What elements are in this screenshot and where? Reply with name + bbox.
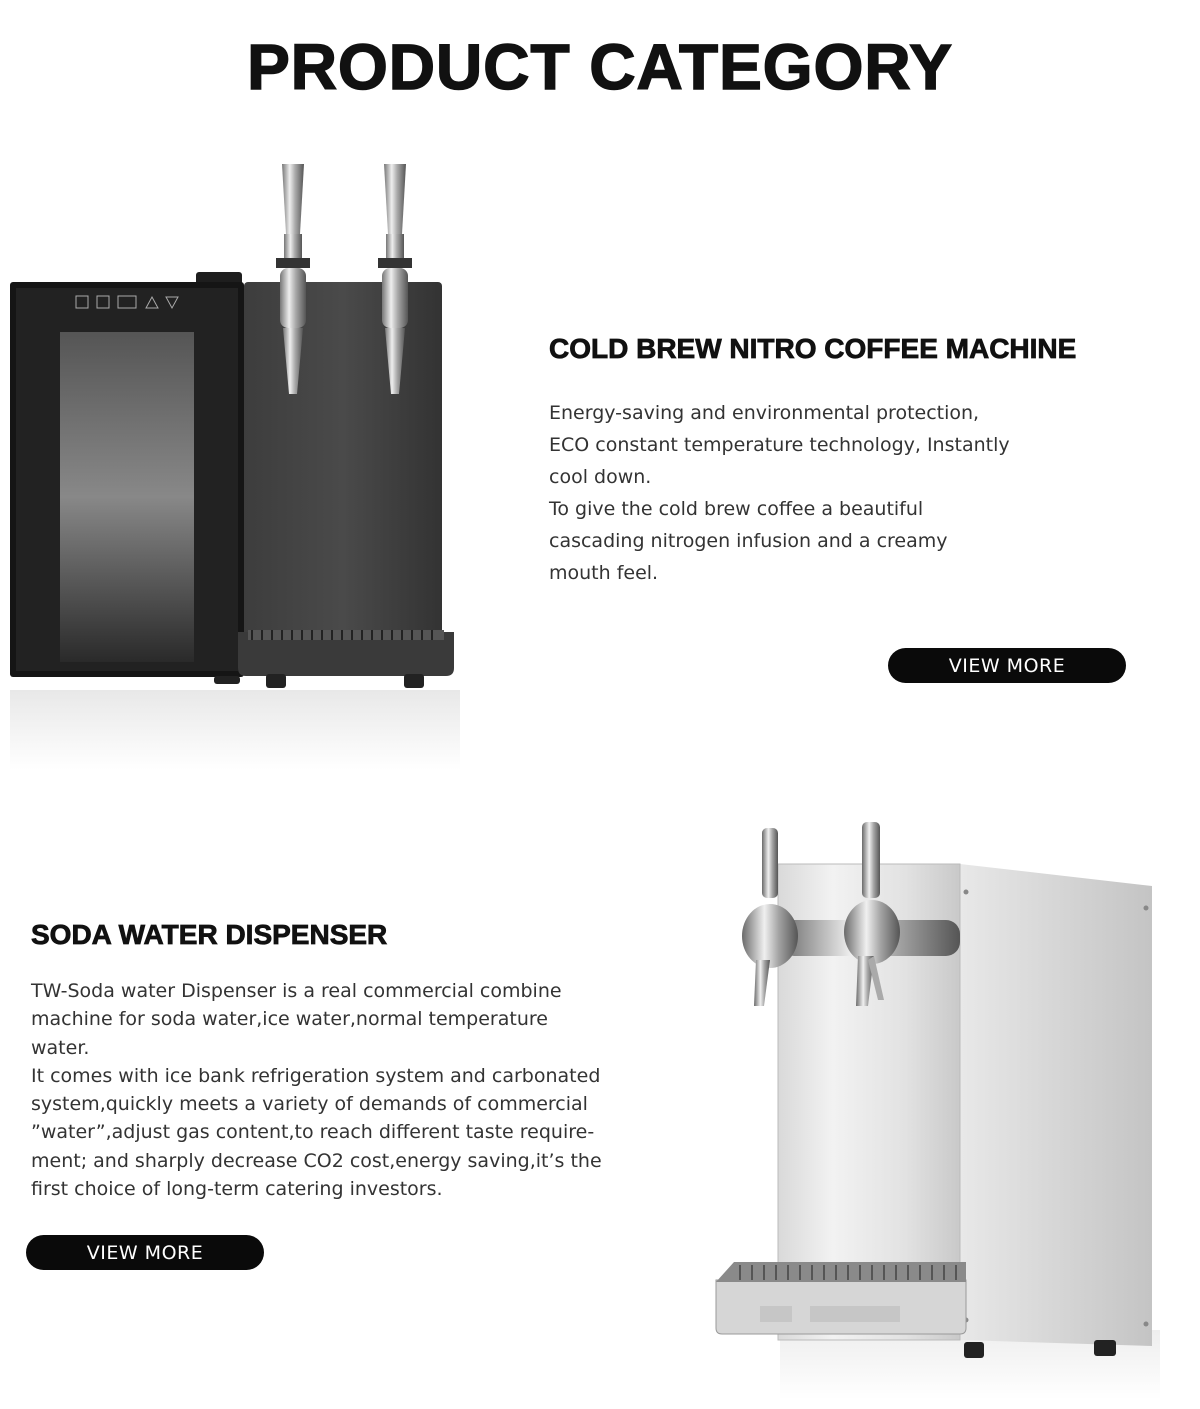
page-title: PRODUCT CATEGORY xyxy=(247,31,953,103)
nitro-coffee-machine-image xyxy=(0,150,470,770)
nitro-coffee-view-more-button[interactable]: VIEW MORE xyxy=(888,648,1126,683)
soda-dispenser-view-more-button[interactable]: VIEW MORE xyxy=(26,1235,264,1270)
soda-dispenser-title: SODA WATER DISPENSER xyxy=(31,919,388,950)
soda-water-dispenser-image xyxy=(700,810,1170,1400)
soda-dispenser-description: TW-Soda water Dispenser is a real commercial combine machine for soda water,ice water,normal temperature water. It comes with ice bank refrigeration system and carbonated system,quickly meets a variety of demands of commercial ”water”,adjust gas content,to reach different taste require- ment; and sharply decrease CO2 cost,energy saving,it’s the first choice of long-term catering investors. xyxy=(31,980,602,1201)
nitro-coffee-title: COLD BREW NITRO COFFEE MACHINE xyxy=(549,333,1077,364)
nitro-coffee-description: Energy-saving and environmental protection, ECO constant temperature technology, Instantly cool down. To give the cold brew coffee a beautiful cascading nitrogen infusion and a creamy mouth feel. xyxy=(549,402,1010,584)
